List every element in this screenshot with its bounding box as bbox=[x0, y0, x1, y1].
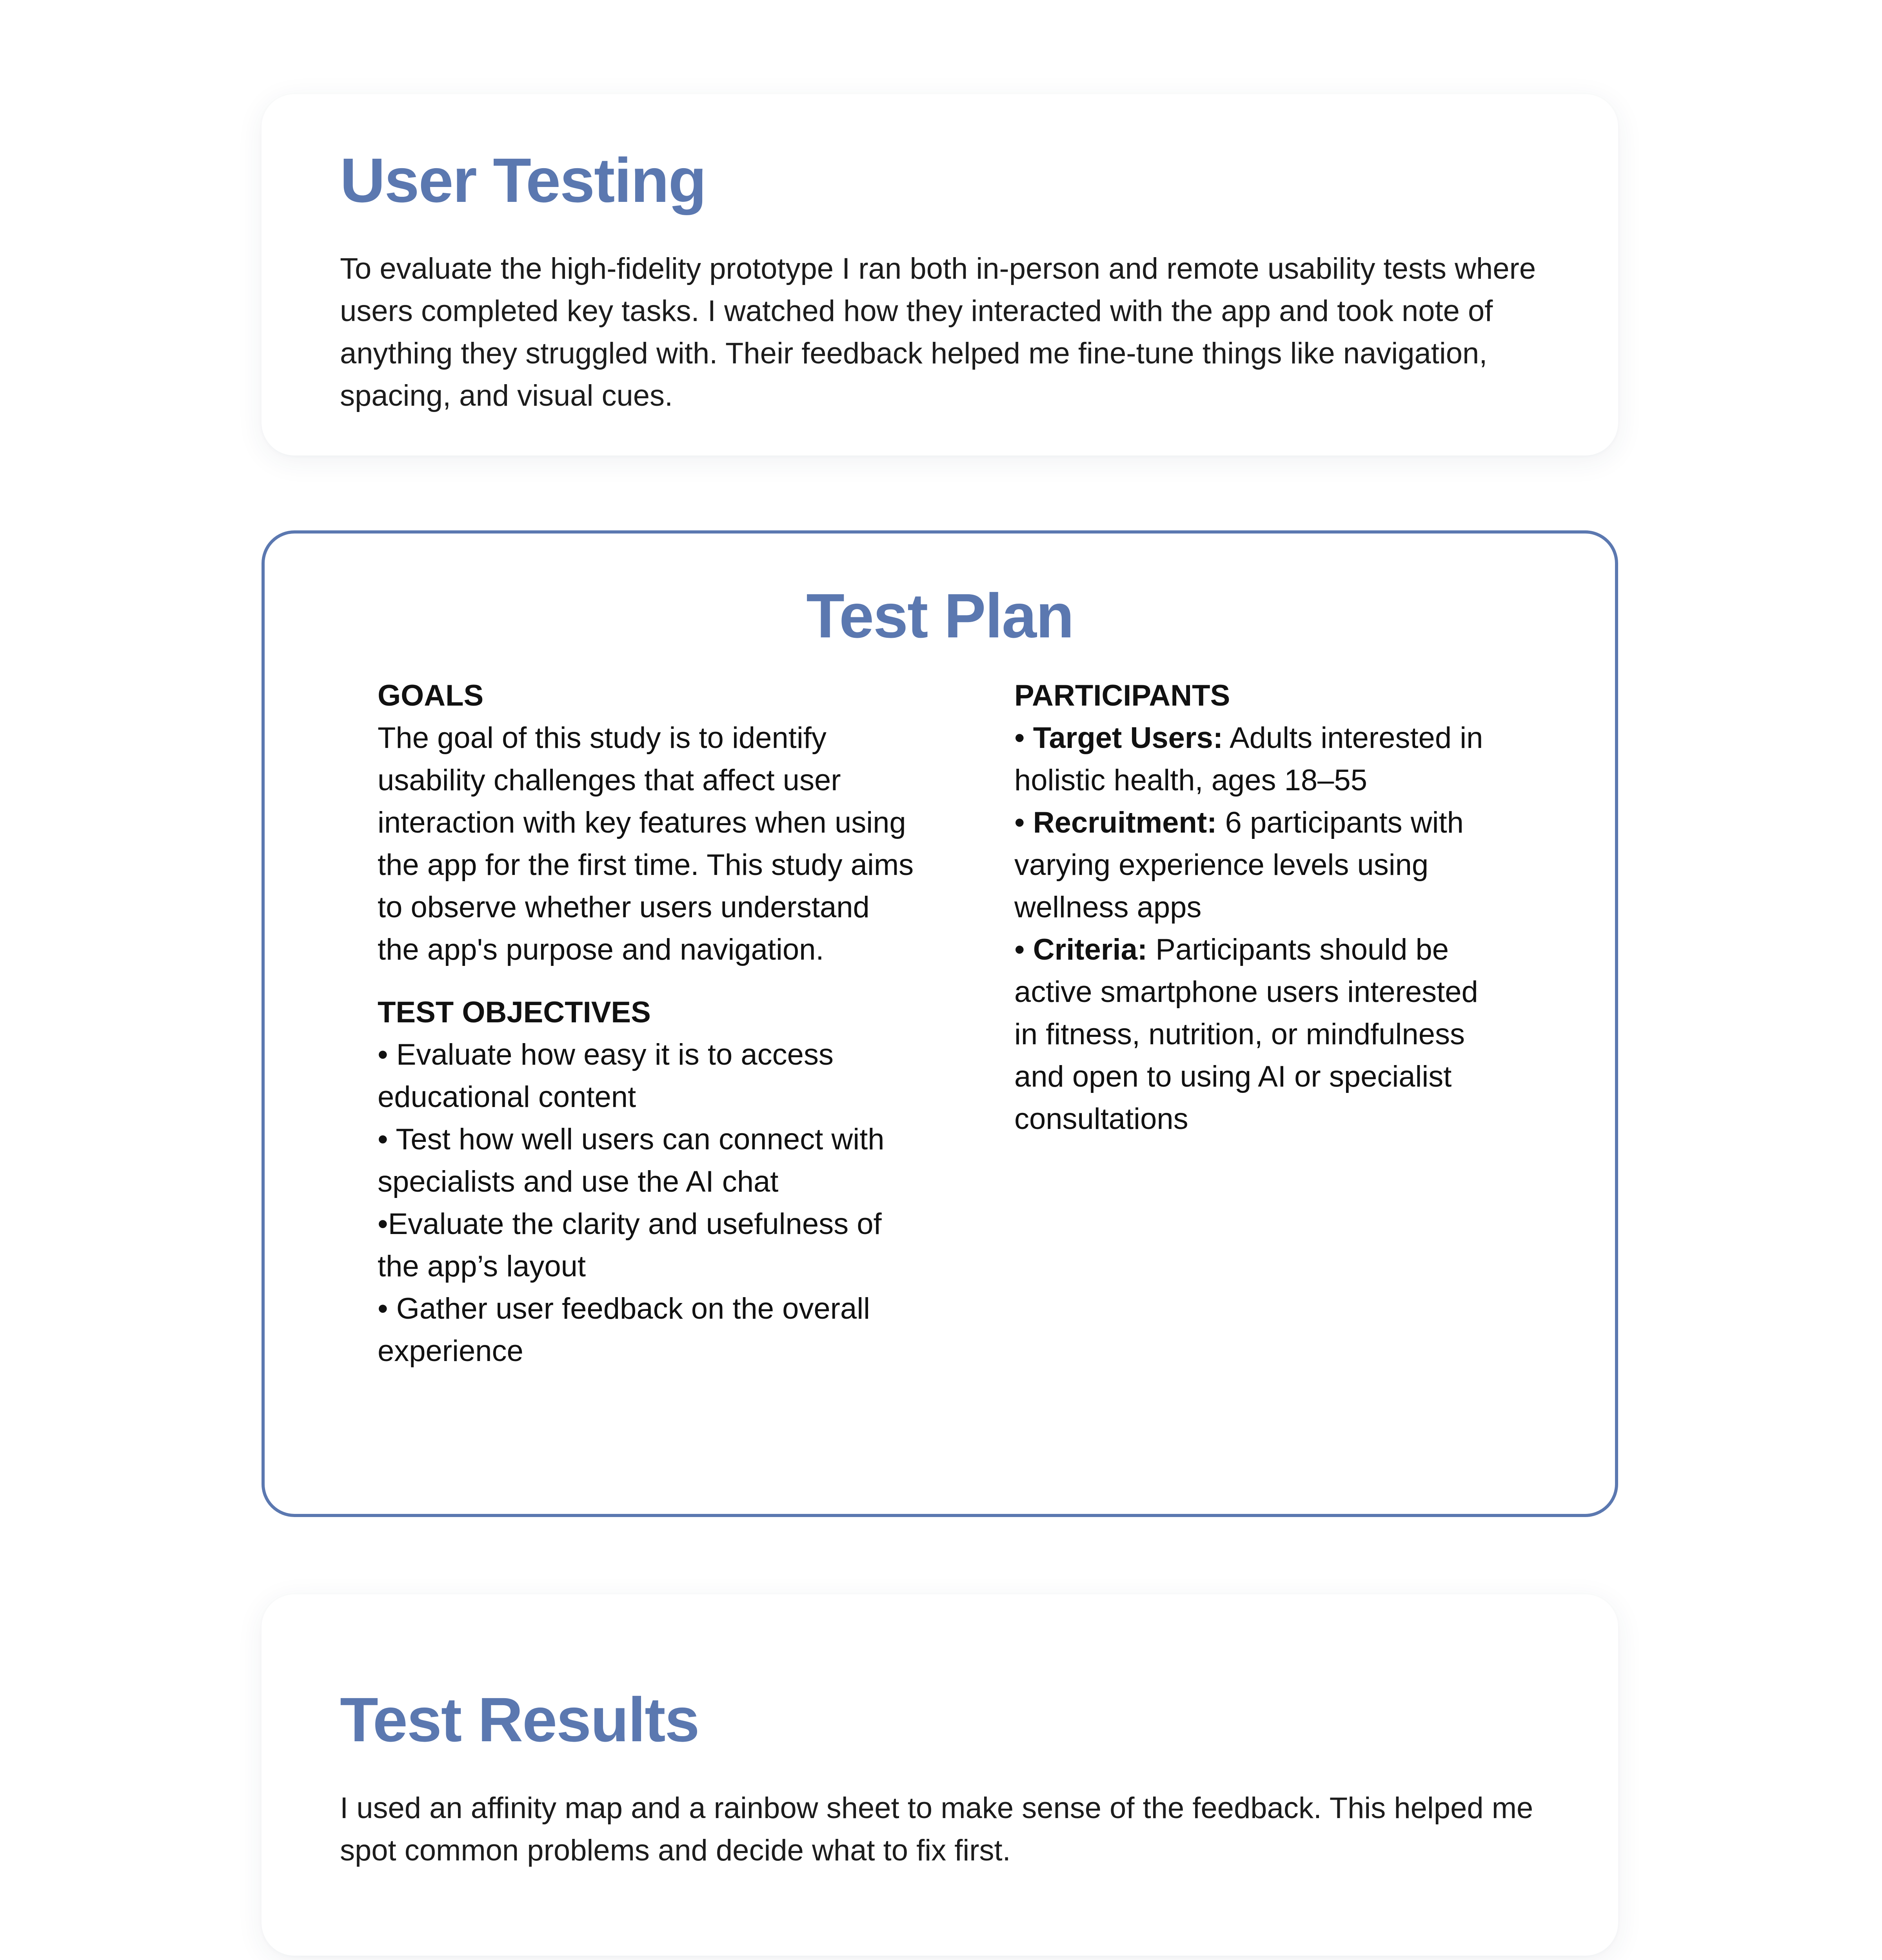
participant-label: Criteria: bbox=[1033, 933, 1148, 966]
objective-item: •Evaluate the clarity and usefulness of the app’s layout bbox=[378, 1207, 882, 1283]
participant-text: 6 participants with varying experience levels using wellness apps bbox=[1014, 806, 1464, 924]
goals-description: The goal of this study is to identify usability challenges that affect user interaction with key features when using the app for the first time. This study aims to observe whether users understand the app's purpose and navigation. bbox=[378, 721, 914, 966]
test-plan-right-column bbox=[1014, 675, 1485, 1140]
test-plan-title: Test Plan bbox=[806, 581, 1074, 651]
goals-heading: GOALS bbox=[378, 679, 484, 712]
test-results-title: Test Results bbox=[340, 1684, 699, 1755]
test-plan-left-column bbox=[378, 675, 915, 1372]
bullet-glyph: • bbox=[1014, 721, 1033, 755]
test-results-card bbox=[262, 1594, 1618, 1956]
objective-item: • Gather user feedback on the overall experience bbox=[378, 1292, 870, 1368]
user-testing-description: To evaluate the high-fidelity prototype I ran both in-person and remote usability tests where users completed key tasks. I watched how they interacted with the app and took note of anything they struggled with. Their feedback helped me fine-tune things like navigation, spacing, and visual cues. bbox=[340, 252, 1536, 412]
participant-text: Participants should be active smartphone users interested in fitness, nutrition, or mindfulness and open to using AI or specialist consultations bbox=[1014, 933, 1478, 1136]
test-plan-card bbox=[262, 530, 1618, 1517]
user-testing-title: User Testing bbox=[340, 145, 706, 215]
participants-list bbox=[1014, 717, 1485, 1140]
user-testing-card bbox=[262, 94, 1618, 456]
participant-label: Recruitment: bbox=[1033, 806, 1217, 839]
participant-item-recruitment bbox=[1014, 802, 1485, 929]
test-objectives-list bbox=[378, 1034, 915, 1372]
objective-item: • Test how well users can connect with specialists and use the AI chat bbox=[378, 1123, 885, 1198]
test-results-description: I used an affinity map and a rainbow sheet to make sense of the feedback. This helped me spot common problems and decide what to fix first. bbox=[340, 1791, 1533, 1867]
participant-item-target-users bbox=[1014, 717, 1485, 802]
participant-label: Target Users: bbox=[1033, 721, 1223, 755]
test-objectives-heading: TEST OBJECTIVES bbox=[378, 996, 651, 1029]
bullet-glyph: • bbox=[1014, 933, 1033, 966]
bullet-glyph: • bbox=[1014, 806, 1033, 839]
participants-heading: PARTICIPANTS bbox=[1014, 679, 1230, 712]
participant-text: Adults interested in holistic health, ages 18–55 bbox=[1014, 721, 1483, 797]
participant-item-criteria bbox=[1014, 929, 1485, 1140]
objective-item: • Evaluate how easy it is to access educational content bbox=[378, 1038, 834, 1114]
